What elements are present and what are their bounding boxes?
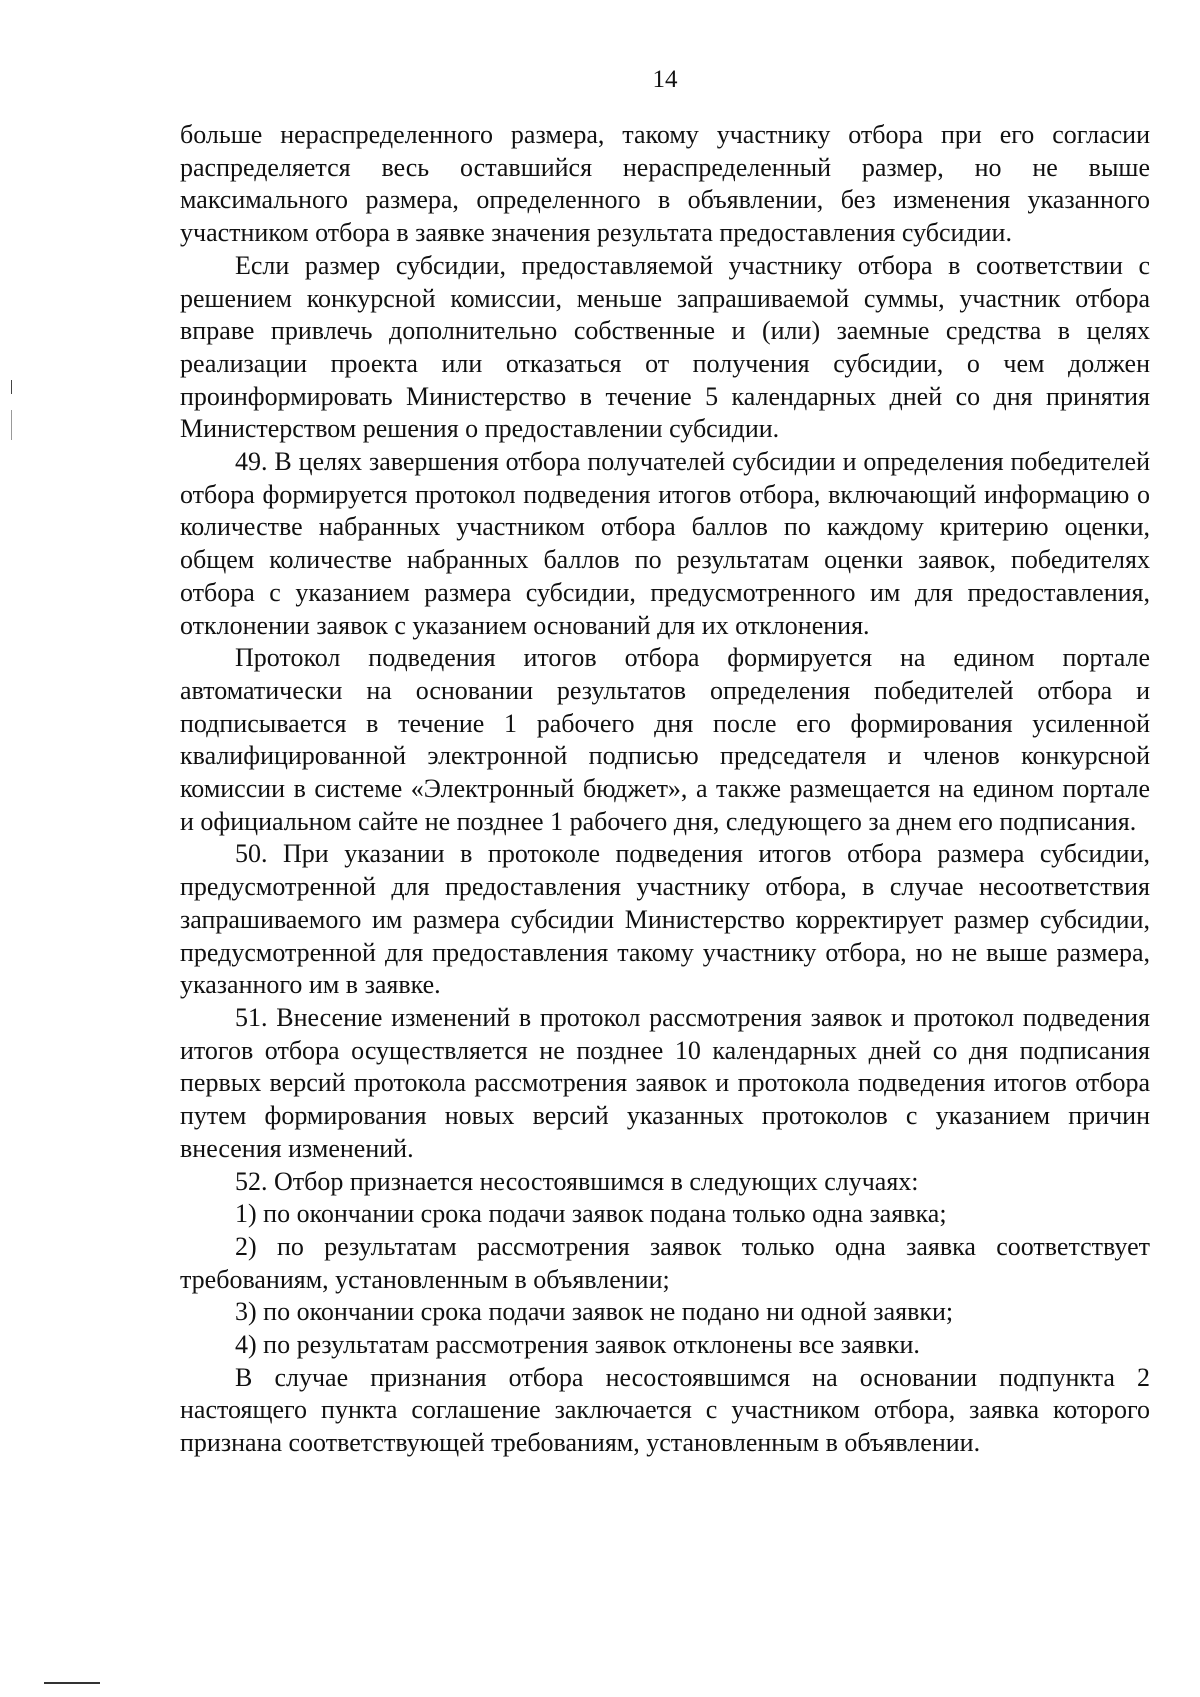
list-item-3: 3) по окончании срока подачи заявок не подано ни одной заявки; <box>235 1297 954 1327</box>
scan-artifact-mark <box>11 410 12 440</box>
paragraph-subsidy-size: Если размер субсидии, предоставляемой участнику отбора в соответствии с решением конкурсной комиссии, меньше запрашиваемой суммы, участник отбора вправе привлечь дополнительно собственные и (или) заемные средства в целях реализации проекта или отказаться от получения субсидии, о чем должен проинформировать Министерство в течение 5 календарных дней со дня принятия Министерством решения о предоставлении субсидии. <box>180 250 1150 444</box>
paragraph-protocol-formation: Протокол подведения итогов отбора формируется на едином портале автоматически на основании результатов определения победителей отбора и подписывается в течение 1 рабочего дня после его формирования усиленной квалифицированной электронной подписью председателя и членов конкурсной комиссии в системе «Электронный бюджет», а также размещается на едином портале и официальном сайте не позднее 1 рабочего дня, следующего за днем его подписания. <box>180 643 1150 836</box>
paragraph-51: 51. Внесение изменений в протокол рассмотрения заявок и протокол подведения итогов отбора осуществляется не позднее 10 календарных дней со дня подписания первых версий протокола рассмотрения заявок и протокола подведения итогов отбора путем формирования новых версий указанных протоколов с указанием причин внесения изменений. <box>180 1002 1150 1163</box>
paragraph-continuation: больше нераспределенного размера, такому участнику отбора при его согласии распределяется весь оставшийся нераспределенный размер, но не выше максимального размера, определенного в объявлении, без изменения указанного участником отбора в заявке значения результата предоставления субсидии. <box>180 120 1150 248</box>
list-item-1: 1) по окончании срока подачи заявок подана только одна заявка; <box>235 1199 947 1229</box>
scan-artifact-mark <box>11 380 12 394</box>
list-item-2: 2) по результатам рассмотрения заявок только одна заявка соответствует требованиям, установленным в объявлении; <box>180 1231 1150 1294</box>
paragraph-50: 50. При указании в протоколе подведения итогов отбора размера субсидии, предусмотренной для предоставления участнику отбора, в случае несоответствия запрашиваемого им размера субсидии Министерство корректирует размер субсидии, предусмотренной для предоставления такому участнику отбора, но не выше размера, указанного им в заявке. <box>180 839 1150 1000</box>
page-number: 14 <box>652 66 678 93</box>
document-body <box>180 119 1150 1460</box>
paragraph-52: 52. Отбор признается несостоявшимся в следующих случаях: <box>235 1166 919 1196</box>
list-item-4: 4) по результатам рассмотрения заявок отклонены все заявки. <box>235 1330 920 1360</box>
scan-artifact-line <box>44 1682 100 1684</box>
paragraph-failed-selection: В случае признания отбора несостоявшимся на основании подпункта 2 настоящего пункта соглашение заключается с участником отбора, заявка которого признана соответствующей требованиям, установленным в объявлении. <box>180 1362 1150 1458</box>
paragraph-49: 49. В целях завершения отбора получателей субсидии и определения победителей отбора формируется протокол подведения итогов отбора, включающий информацию о количестве набранных участником отбора баллов по каждому критерию оценки, общем количестве набранных баллов по результатам оценки заявок, победителях отбора с указанием размера субсидии, предусмотренного им для предоставления, отклонении заявок с указанием оснований для их отклонения. <box>180 447 1150 640</box>
